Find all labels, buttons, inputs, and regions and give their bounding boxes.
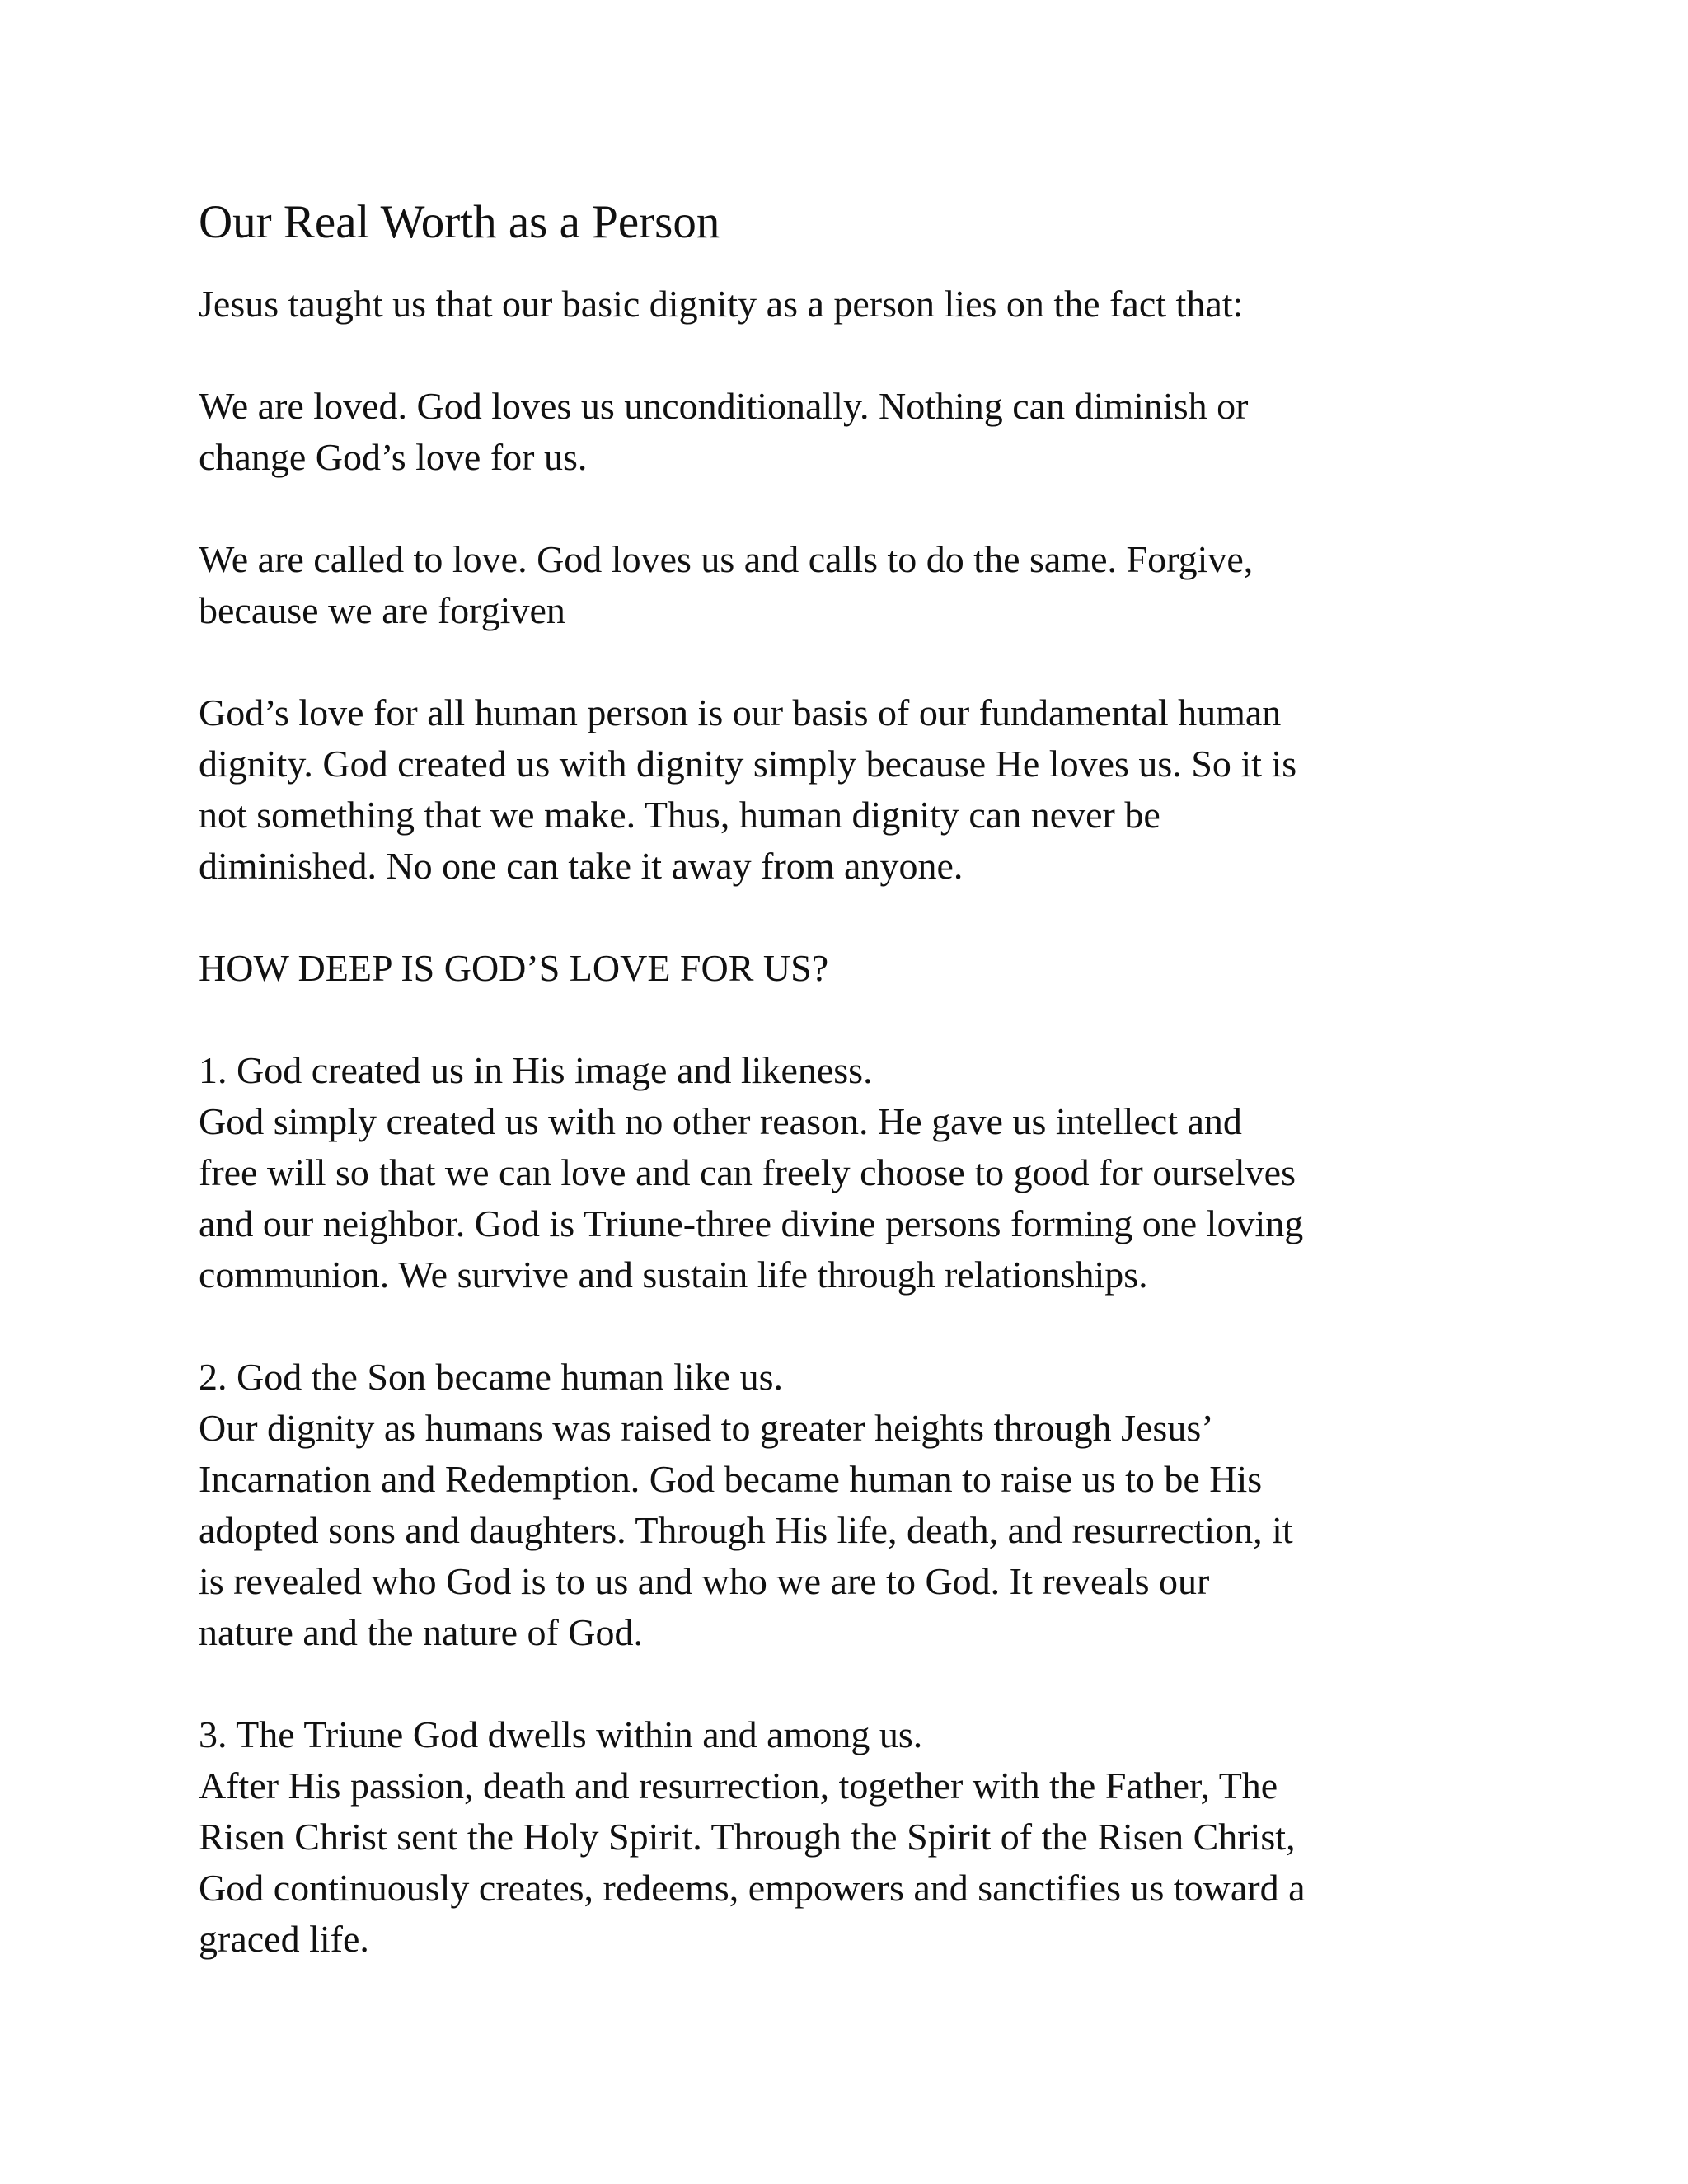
text-line: 1. God created us in His image and likeness. <box>199 1049 873 1091</box>
text-line: is revealed who God is to us and who we are to God. It reveals our <box>199 1560 1210 1602</box>
text-line: 2. God the Son became human like us. <box>199 1356 784 1398</box>
text-line: because we are forgiven <box>199 589 565 631</box>
text-line: diminished. No one can take it away from anyone. <box>199 845 964 887</box>
text-line: and our neighbor. God is Triune-three divine persons forming one loving <box>199 1202 1304 1244</box>
text-line: Risen Christ sent the Holy Spirit. Through the Spirit of the Risen Christ, <box>199 1816 1296 1858</box>
spacer <box>199 330 1550 381</box>
spacer <box>199 249 1550 279</box>
text-line: Incarnation and Redemption. God became human to raise us to be His <box>199 1458 1263 1500</box>
spacer <box>199 483 1550 534</box>
spacer <box>199 1301 1550 1352</box>
text-line: 3. The Triune God dwells within and among us. <box>199 1713 923 1755</box>
text-line: God continuously creates, redeems, empowers and sanctifies us toward a <box>199 1867 1306 1909</box>
paragraph-we-are-loved <box>199 381 1550 483</box>
text-line: God’s love for all human person is our basis of our fundamental human <box>199 691 1282 733</box>
spacer <box>199 994 1550 1045</box>
text-line: HOW DEEP IS GOD’S LOVE FOR US? <box>199 947 829 989</box>
text-line: nature and the nature of God. <box>199 1611 644 1653</box>
text-line: Jesus taught us that our basic dignity as a person lies on the fact that: <box>199 283 1244 325</box>
document-body <box>199 196 1550 1965</box>
paragraph-called-to-love <box>199 534 1550 636</box>
spacer <box>199 892 1550 943</box>
text-line: communion. We survive and sustain life through relationships. <box>199 1254 1148 1296</box>
paragraph-intro <box>199 279 1550 330</box>
spacer <box>199 1658 1550 1709</box>
text-line: After His passion, death and resurrection, together with the Father, The <box>199 1765 1278 1807</box>
text-line: free will so that we can love and can freely choose to good for ourselves <box>199 1151 1296 1193</box>
text-line: not something that we make. Thus, human dignity can never be <box>199 794 1160 836</box>
list-item-2 <box>199 1352 1550 1658</box>
text-line: change God’s love for us. <box>199 436 588 478</box>
text-line: graced life. <box>199 1918 369 1960</box>
spacer <box>199 636 1550 687</box>
text-line: God simply created us with no other reason. He gave us intellect and <box>199 1100 1242 1142</box>
page-title: Our Real Worth as a Person <box>199 196 720 248</box>
paragraph-human-dignity <box>199 687 1550 892</box>
section-heading <box>199 943 1550 994</box>
text-line: dignity. God created us with dignity simply because He loves us. So it is <box>199 743 1297 785</box>
text-line: adopted sons and daughters. Through His life, death, and resurrection, it <box>199 1509 1293 1551</box>
text-line: Our dignity as humans was raised to greater heights through Jesus’ <box>199 1407 1214 1449</box>
list-item-3 <box>199 1709 1550 1965</box>
text-line: We are called to love. God loves us and calls to do the same. Forgive, <box>199 538 1254 580</box>
text-line: We are loved. God loves us unconditionally. Nothing can diminish or <box>199 385 1249 427</box>
list-item-1 <box>199 1045 1550 1301</box>
